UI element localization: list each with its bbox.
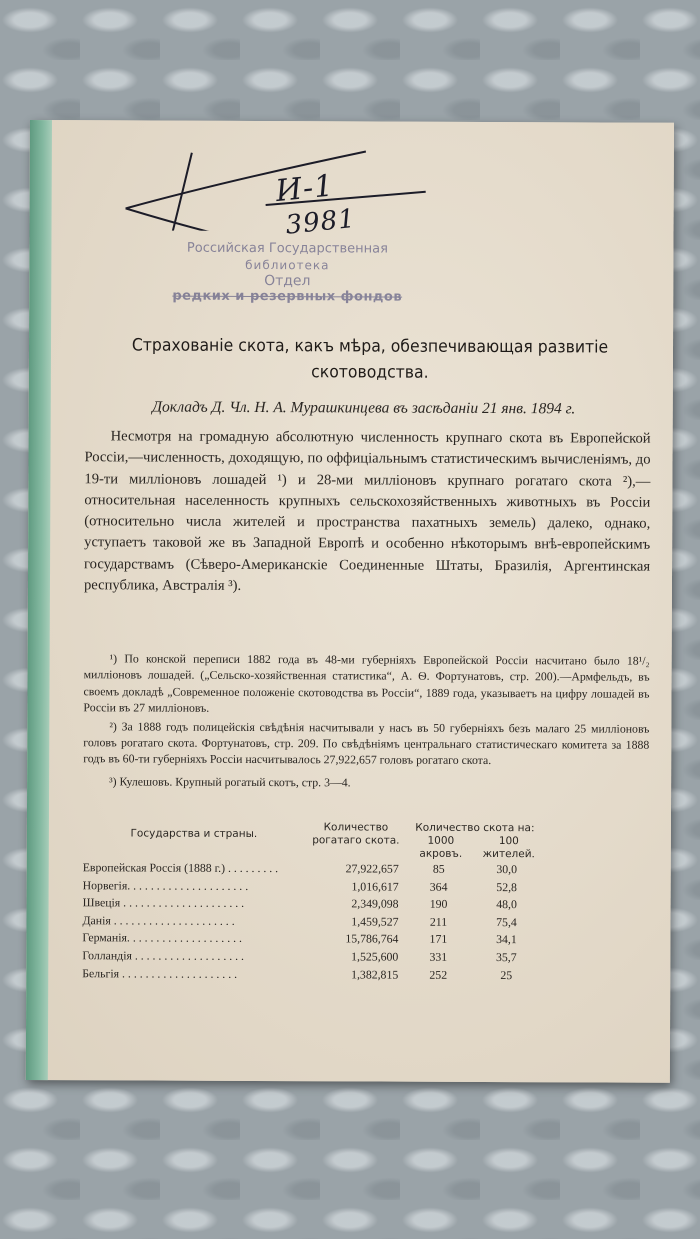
header-acres: 1000 акровъ. [419,834,463,860]
row-per-1000-acres: 211 [429,914,448,929]
handwritten-annotation [106,140,666,241]
title-line-2: скотоводства. [311,362,429,383]
row-per-1000-acres: 252 [429,967,448,982]
row-per-100-inhabitants: 35,7 [495,950,517,965]
row-herd: 1,016,617 [351,879,399,894]
handwritten-shelfmark: И-1 [274,168,336,210]
header-density-group [407,822,543,862]
row-country: Европейская Россія (1888 г.) . . . . . . . . . [82,860,279,876]
row-herd: 1,459,527 [351,914,399,929]
row-herd: 27,922,657 [345,861,399,876]
library-stamp [167,241,407,306]
pen-strokes-icon [106,140,666,232]
row-per-1000-acres: 364 [429,879,448,894]
stamp-line-3: Отдел [264,273,311,290]
row-per-1000-acres: 331 [429,949,448,964]
footnote-1: ¹) По конской переписи 1882 года въ 48-ми губерніяхъ Европейской Россіи насчитано было 18¹/₂ милліоновъ лошадей. („Сельско-хозяйственная статистика“, А. Ѳ. Фортунатовъ, стр. 200).—Армфельдъ, въ своемъ докладѣ „Современное положеніе скотоводства въ Россіи“, 1889 года, указываетъ на цифру лошадей въ Россіи въ 27 милліоновъ. [83,651,650,716]
row-country: Швеція . . . . . . . . . . . . . . . . . . . . . [82,895,245,911]
row-herd: 15,786,764 [345,931,399,946]
table-header [83,820,647,861]
footnote-3-source: ³) Кулешовъ. Крупный рогатый скотъ, стр. 3—4. [109,774,351,790]
row-per-1000-acres: 85 [432,861,445,876]
header-population: 100 жителей. [482,835,535,861]
header-density-sub [407,835,543,862]
row-country: Голландія . . . . . . . . . . . . . . . . . . . [82,948,245,963]
row-per-100-inhabitants: 75,4 [496,914,517,929]
header-herd-line-2: рогатаго скота. [312,834,400,847]
document-title [113,332,627,386]
row-per-100-inhabitants: 30,0 [496,862,518,877]
row-per-1000-acres: 190 [429,896,448,912]
row-herd: 2,349,098 [351,896,399,911]
row-per-100-inhabitants: 52,8 [496,879,518,894]
document-page [26,120,674,1083]
table-body [82,859,647,985]
header-density-title: Количество скота на: [415,821,535,835]
row-per-100-inhabitants: 34,1 [496,932,517,947]
livestock-table [82,820,647,985]
stamp-line-2: библиотека [245,257,330,273]
report-byline: Докладъ Д. Чл. Н. А. Мурашкинцева въ засѣданіи 21 янв. 1894 г. [152,398,576,418]
row-herd: 1,382,815 [351,966,399,982]
header-herd-line-1: Количество [323,821,389,834]
row-per-100-inhabitants: 48,0 [496,897,517,912]
title-line-1: Страхованіе скота, какъ мѣра, обезпечивающая развитіе [131,335,609,358]
footnote-2: ²) За 1888 годъ полицейскія свѣдѣнія насчитывали у насъ въ 50 губерніяхъ безъ малаго 25 милліоновъ головъ рогатаго скота. Фортунатовъ, стр. 209. По свѣдѣніямъ центральнаго статистическаго комитета за 1888 годъ въ 60-ти губерніяхъ Россіи насчитывалось 27,922,657 головъ рогатаго скота. [83,718,650,768]
stamp-line-4: редких и резервных фондов [172,288,403,305]
page-content [82,120,651,1082]
table-row [82,965,646,985]
row-country: Норвегія. . . . . . . . . . . . . . . . . . . . . [82,877,249,893]
row-per-1000-acres: 171 [429,932,448,947]
main-paragraph: Несмотря на громадную абсолютную численность крупнаго скота въ Европейской Россіи,—численность, доходящую, по оффиціальнымъ статистическимъ вычисленіямъ, до 19-ти милліоновъ лошадей ¹) и 28-ми милліоновъ крупнаго рогатаго скота ²),—относительная населенность крупныхъ сельскохозяйственныхъ животныхъ въ Россіи (относительно числа жителей и пространства пахатныхъ земель) далеко, однако, уступаетъ таковой же въ Западной Европѣ и особенно нѣкоторымъ внѣ-европейскимъ государствамъ (Сѣверо-Американскіе Соединенные Штаты, Бразилія, Аргентинская республика, Австралія ³). [83,428,651,595]
green-spine-binding [26,120,52,1080]
footnotes [83,650,650,794]
header-herd [305,821,407,860]
row-country: Германія. . . . . . . . . . . . . . . . . . . . [82,930,243,946]
stamp-line-1: Российская Государственная [186,240,388,257]
row-per-100-inhabitants: 25 [500,967,513,982]
row-country: Данія . . . . . . . . . . . . . . . . . . . . . [82,913,235,928]
row-herd: 1,525,600 [351,949,399,964]
header-country: Государства и страны. [130,827,258,840]
row-country: Бельгія . . . . . . . . . . . . . . . . . . . . [82,965,238,981]
handwritten-inventory-number: 3981 [284,203,358,241]
